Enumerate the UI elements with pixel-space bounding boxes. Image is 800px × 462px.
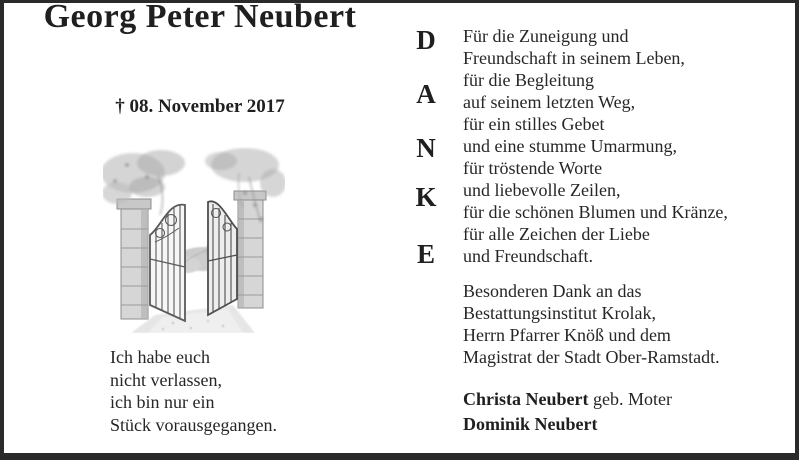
gate-path bbox=[131, 305, 255, 333]
right-gate-leaf bbox=[208, 201, 237, 315]
thanks-line: für tröstende Worte bbox=[463, 158, 603, 178]
quote-line: nicht verlassen, bbox=[110, 369, 222, 390]
quote-line: ich bin nur ein bbox=[110, 392, 215, 412]
gate-image bbox=[103, 147, 285, 333]
danke-letter-n: N bbox=[416, 133, 436, 163]
deceased-name: Georg Peter Neubert bbox=[43, 0, 357, 35]
danke-letter-d: D bbox=[416, 25, 436, 55]
thanks-line: und eine stumme Umarmung, bbox=[463, 136, 677, 156]
right-pillar bbox=[234, 191, 266, 308]
memorial-quote bbox=[110, 346, 277, 436]
special-thanks-line: Magistrat der Stadt Ober-Ramstadt. bbox=[463, 347, 720, 367]
thanks-line: Für die Zuneigung und bbox=[463, 26, 629, 46]
danke-letter-k: K bbox=[415, 182, 437, 212]
signature-line bbox=[463, 412, 672, 437]
signature-name: Dominik Neubert bbox=[463, 414, 598, 434]
signatures bbox=[463, 387, 672, 437]
signature-line bbox=[463, 387, 672, 412]
thanks-line: und liebevolle Zeilen, bbox=[463, 180, 621, 200]
special-thanks-line: Besonderen Dank an das bbox=[463, 281, 642, 301]
thanks-line: und Freundschaft. bbox=[463, 246, 593, 266]
thanks-line: für die schönen Blumen und Kränze, bbox=[463, 202, 728, 222]
thanks-text bbox=[463, 25, 728, 267]
signature-name: Christa Neubert bbox=[463, 389, 589, 409]
quote-line: Stück vorausgegangen. bbox=[110, 414, 277, 435]
thanks-line: für alle Zeichen der Liebe bbox=[463, 224, 650, 244]
special-thanks-line: Herrn Pfarrer Knöß und dem bbox=[463, 325, 671, 345]
special-thanks-line: Bestattungsinstitut Krolak, bbox=[463, 303, 656, 323]
quote-line: Ich habe euch bbox=[110, 347, 210, 367]
thanks-line: für die Begleitung bbox=[463, 70, 594, 90]
thanks-line: für ein stilles Gebet bbox=[463, 114, 605, 134]
death-date: † 08. November 2017 bbox=[115, 96, 285, 117]
left-pillar bbox=[117, 199, 151, 319]
special-thanks-text bbox=[463, 280, 720, 368]
thanks-line: Freundschaft in seinem Leben, bbox=[463, 48, 685, 68]
danke-letter-a: A bbox=[416, 79, 436, 109]
left-gate-leaf bbox=[150, 205, 185, 321]
signature-suffix: geb. Moter bbox=[588, 389, 672, 409]
danke-letter-e: E bbox=[416, 239, 435, 269]
thanks-line: auf seinem letzten Weg, bbox=[463, 92, 636, 112]
